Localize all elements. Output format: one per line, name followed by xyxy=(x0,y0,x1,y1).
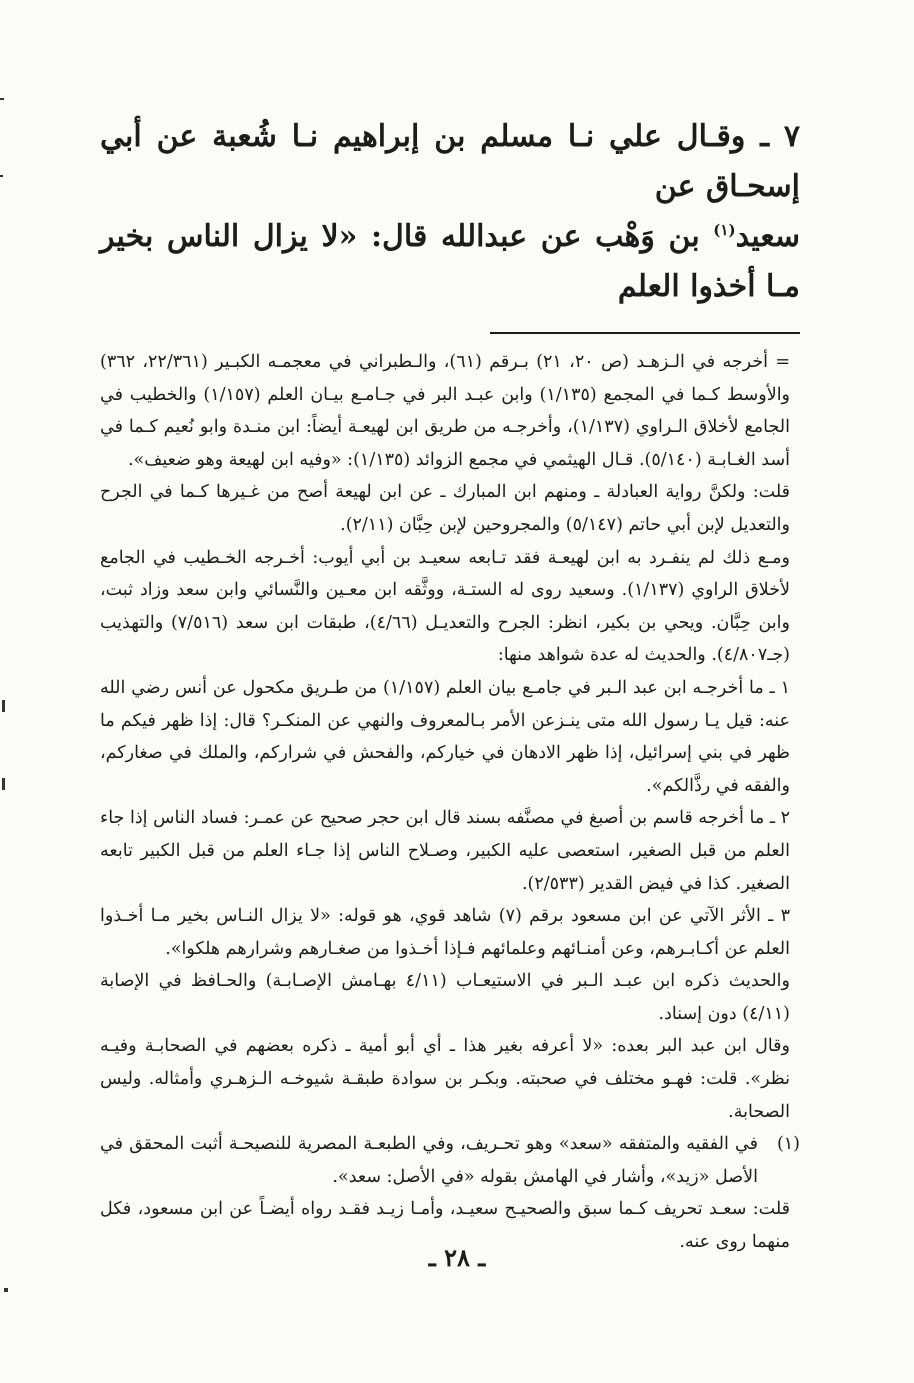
note-paragraph-3: ومـع ذلك لم ينفـرد به ابن لهيعـة فقد تـابعه سعيـد بن أبي أيوب: أخـرجه الخـطيب في الجامع لأخلاق الراوي (١/١٣٧). وسعيد روى له الستـة، ووثَّقه ابن معـين والنَّسائي وابن سعد وزاد ثبت، وابن حِبَّان. ويحي بن بكير، انظر: الجرح والتعديـل (٤/٦٦)، طبقات ابن سعد (٧/٥١٦) والتهذيب (جـ٤/٨٠٧). والحديث له عدة شواهد منها: xyxy=(100,547,790,666)
main-text-line2-start: سعيد xyxy=(735,219,800,254)
page-body xyxy=(100,112,800,1259)
scan-mark xyxy=(0,175,3,177)
footnotes xyxy=(100,346,800,1259)
footnote-reference: (١) xyxy=(713,221,736,239)
footnote-1-text: في الفقيه والمتفقه «سعد» وهو تحـريف، وفي الطبعـة المصرية للنصيحـة أثبت المحقق في الأصل «زيد»، وأشار في الهامش بقوله «في الأصل: سعد». xyxy=(100,1134,758,1187)
main-text xyxy=(100,112,800,312)
note-paragraph-8: وقال ابن عبد البر بعده: «لا أعرفه بغير هذا ـ أي أبو أمية ـ ذكره بعضهم في الصحابـة وفيـه نظر». قلت: فهـو مختلف في صحبته. وبكـر بن سوادة طبقـة شيوخـه الـزهـري وأمثاله. وليس الصحابة. xyxy=(100,1036,790,1122)
footnote-1-continuation: قلت: سعـد تحريف كـما سبق والصحيـح سعيـد، وأمـا زيـد فقـد رواه أيضـاً عن ابن مسعود، فكل منهما روى عنه. xyxy=(100,1199,790,1253)
footnote-separator xyxy=(490,332,800,334)
page-number: ـ ٢٨ ـ xyxy=(428,1243,486,1272)
note-paragraph-6: ٣ ـ الأثر الآتي عن ابن مسعود برقم (٧) شاهد قوي، هو قوله: «لا يزال النـاس بخير مـا أخـذوا العلم عن أكـابـرهم، وعن أمنـائهم وعلمائهم فـإذا أخـذوا من صغـارهم وشرارهم هلكوا». xyxy=(100,906,791,959)
note-paragraph-4: ١ ـ ما أخرجـه ابن عبد الـبر في جامـع بيان العلم (١/١٥٧) من طـريق مكحول عن أنس رضي الله عنه: قيل يـا رسول الله متى ينـزعن الأمر بـالمعروف والنهي عن المنكـر؟ قال: إذا ظهر فيكم ما ظهر في بني إسرائيل، إذا ظهر الادهان في خياركم، والفحش في شراركم، والملك في صغاركم، والفقه في رذَّالكم». xyxy=(100,677,791,796)
main-text-line2-rest: بن وَهْب عن عبدالله قال: «لا يزال الناس بخير مـا أخذوا العلم xyxy=(100,219,800,304)
note-paragraph-1: = أخرجه في الـزهـد (ص ٢٠، ٢١) بـرقم (٦١)، والـطبراني في معجمـه الكبـير (٢٢/٣٦١، ٣٦٢) والأوسط كـما في المجمع (١/١٣٥) وابن عبـد البر في جـامـع بيـان العلم (١/١٥٧) والخطيب في الجامع لأخلاق الـراوي (١/١٣٧)، وأخرجـه من طريق ابن لهيعـة أيضاً: ابن منـدة وابو نُعيم كـما في أسد الغـابـة (٥/١٤٠). قـال الهيثمي في مجمع الزوائد (١/١٣٥): «وفيه ابن لهيعة وهو ضعيف». xyxy=(100,352,791,470)
scan-mark xyxy=(2,700,5,712)
note-paragraph-5: ٢ ـ ما أخرجه قاسم بن أصبغ في مصنَّفه بسند قال ابن حجر صحيح عن عمـر: فساد الناس إذا جاء العلم من قبل الصغير، استعصى عليه الكبير، وصـلاح الناس إذا جـاء العلم من قبل الكبير تابعه الصغير. كذا في فيض القدير (٢/٥٣٣). xyxy=(100,808,790,894)
note-paragraph-2: قلت: ولكنَّ رواية العبادلة ـ ومنهم ابن المبارك ـ عن ابن لهيعة أصح من غـيرها كـما في الجرح والتعديل لإبن أبي حاتم (٥/١٤٧) والمجروحين لإبن حِبَّان (٢/١١). xyxy=(100,482,790,535)
note-paragraph-7: والحديث ذكره ابن عبـد الـبر في الاستيعـاب (٤/١١ بهـامش الإصـابـة) والحـافظ في الإصابة (٤/١١) دون إسناد. xyxy=(100,971,790,1024)
scan-mark xyxy=(0,98,4,100)
main-text-line1: ٧ ـ وقـال علي نـا مسلم بن إبراهيم نـا شُعبة عن أبي إسحـاق عن xyxy=(100,119,800,204)
footnote-1 xyxy=(100,1128,800,1193)
footnote-number: (١) xyxy=(776,1134,800,1155)
main-text-line2 xyxy=(100,212,800,312)
scan-mark xyxy=(4,1288,8,1292)
scan-mark xyxy=(2,778,5,790)
